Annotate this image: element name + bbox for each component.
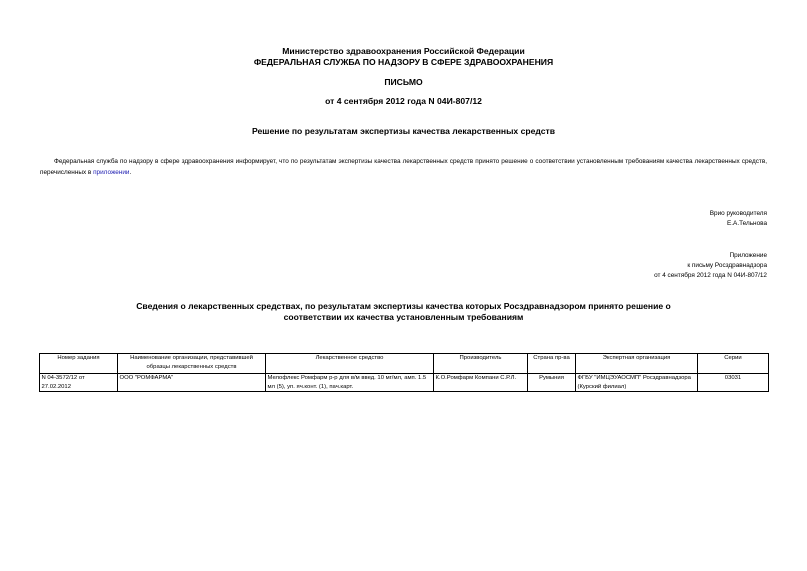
cell-manufacturer: К.О.Ромфарм Компани С.Р.Л. (434, 374, 528, 392)
signature-position: Врио руководителя (709, 210, 767, 217)
document-title: Решение по результатам экспертизы качества лекарственных средств (251, 126, 556, 136)
header-expert-organization: Экспертная организация (576, 354, 698, 374)
body-paragraph (40, 156, 767, 178)
cell-series: 03031 (698, 374, 769, 392)
body-text-end: . (129, 169, 132, 176)
document-date-number: от 4 сентября 2012 года N 04И-807/12 (325, 96, 482, 106)
cell-expert-organization: ФГБУ "ИМЦЭУАОСМП" Росздравнадзора (Курский филиал) (576, 374, 698, 392)
service-name: ФЕДЕРАЛЬНАЯ СЛУЖБА ПО НАДЗОРУ В СФЕРЕ ЗДРАВООХРАНЕНИЯ (253, 57, 554, 67)
appendix-date-ref: от 4 сентября 2012 года N 04И-807/12 (654, 272, 767, 279)
table-header-row (40, 354, 769, 374)
document-type: ПИСЬМО (384, 77, 423, 87)
medicines-table (39, 353, 769, 392)
cell-task-number: N 04-3572/12 от 27.02.2012 (40, 374, 118, 392)
appendix-reference (654, 251, 767, 281)
appendix-letter-ref: к письму Росздравнадзора (687, 262, 767, 269)
cell-medicine: Мелофлекс Ромфарм р-р для в/м введ. 10 мг/мл, амп. 1.5 мл (5), уп. яч.конт. (1), пач.карт. (266, 374, 434, 392)
cell-country: Румыния (528, 374, 576, 392)
appendix-title: Сведения о лекарственных средствах, по результатам экспертизы качества которых Росздравнадзором принято решение о соответствии их качества установленным требованиям (136, 301, 671, 322)
header-task-number: Номер задания (40, 354, 118, 374)
signature-block (710, 209, 767, 229)
body-text: Федеральная служба по надзору в сфере здравоохранения информирует, что по результатам экспертизы качества лекарственных средств принято решение о соответствии установленным требованиям качества лекарственных средств, перечисленных в (40, 158, 767, 176)
cell-organization: ООО "РОМФАРМА" (118, 374, 266, 392)
appendix-link[interactable]: приложении (93, 169, 130, 176)
table-row (40, 374, 769, 392)
ministry-name: Министерство здравоохранения Российской Федерации (282, 46, 525, 56)
header-manufacturer: Производитель (434, 354, 528, 374)
header-country: Страна пр-ва (528, 354, 576, 374)
header-organization: Наименование организации, представившей образцы лекарственных средств (118, 354, 266, 374)
header-medicine: Лекарственное средство (266, 354, 434, 374)
signature-name: Е.А.Тельнова (727, 220, 767, 227)
header-series: Серии (698, 354, 769, 374)
appendix-label: Приложение (729, 252, 767, 259)
